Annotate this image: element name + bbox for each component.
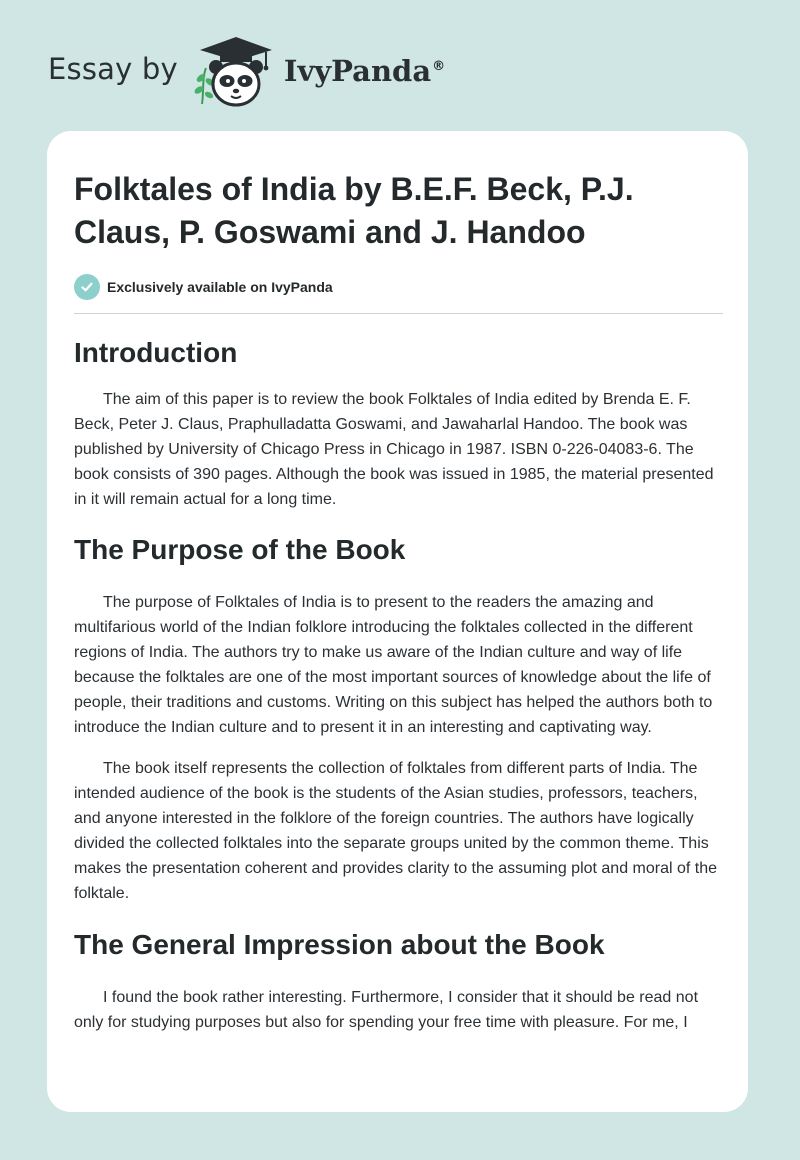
paragraph: The book itself represents the collection of folktales from different parts of India. The intended audience of the book is the students of the Asian studies, professors, teachers, and anyone interested in the folklore of the foreign countries. The authors have logically divided the collected folktales into the separate groups united by the common theme. This makes the presentation coherent and provides clarity to the assuming plot and moral of the folktale.: [74, 760, 718, 902]
section-purpose: [74, 533, 724, 906]
section-heading: Introduction: [74, 337, 238, 368]
article-card: [47, 131, 748, 1112]
paragraph: The purpose of Folktales of India is to present to the readers the amazing and multifarious world of the Indian folklore introducing the folktales collected in the different regions of India. The authors try to make us aware of the Indian culture and way of life because the folktales are one of the most important sources of knowledge about the life of people, their traditions and customs. Writing on this subject has helped the authors both to introduce the Indian culture and to present it in an interesting and captivating way.: [74, 594, 713, 736]
panda-logo-icon: [192, 34, 280, 108]
brand-prefix: Essay by: [48, 52, 178, 86]
article-content: [74, 168, 724, 1035]
section-heading: The General Impression about the Book: [74, 929, 605, 960]
section-heading: The Purpose of the Book: [74, 534, 406, 565]
brand-name: IvyPanda®: [283, 54, 446, 88]
article-title: Folktales of India by B.E.F. Beck, P.J. Claus, P. Goswami and J. Handoo: [74, 171, 634, 250]
paragraph: The aim of this paper is to review the book Folktales of India edited by Brenda E. F. Beck, Peter J. Claus, Praphulladatta Goswami, and Jawaharlal Handoo. The book was published by University of Chicago Press in Chicago in 1987. ISBN 0-226-04083-6. The book consists of 390 pages. Although the book was issued in 1985, the material presented in it will remain actual for a long time.: [74, 391, 714, 508]
exclusive-badge: [74, 273, 724, 301]
paragraph: I found the book rather interesting. Furthermore, I consider that it should be read not only for studying purposes but also for spending your free time with pleasure. For me, I: [74, 989, 699, 1031]
exclusive-label: Exclusively available on IvyPanda: [107, 279, 333, 295]
section-introduction: [74, 336, 724, 512]
section-general-impression: [74, 928, 724, 1035]
check-icon: [74, 274, 100, 300]
registered-mark: ®: [432, 59, 446, 75]
site-header-logo[interactable]: [48, 34, 445, 108]
title-divider: [74, 313, 723, 314]
